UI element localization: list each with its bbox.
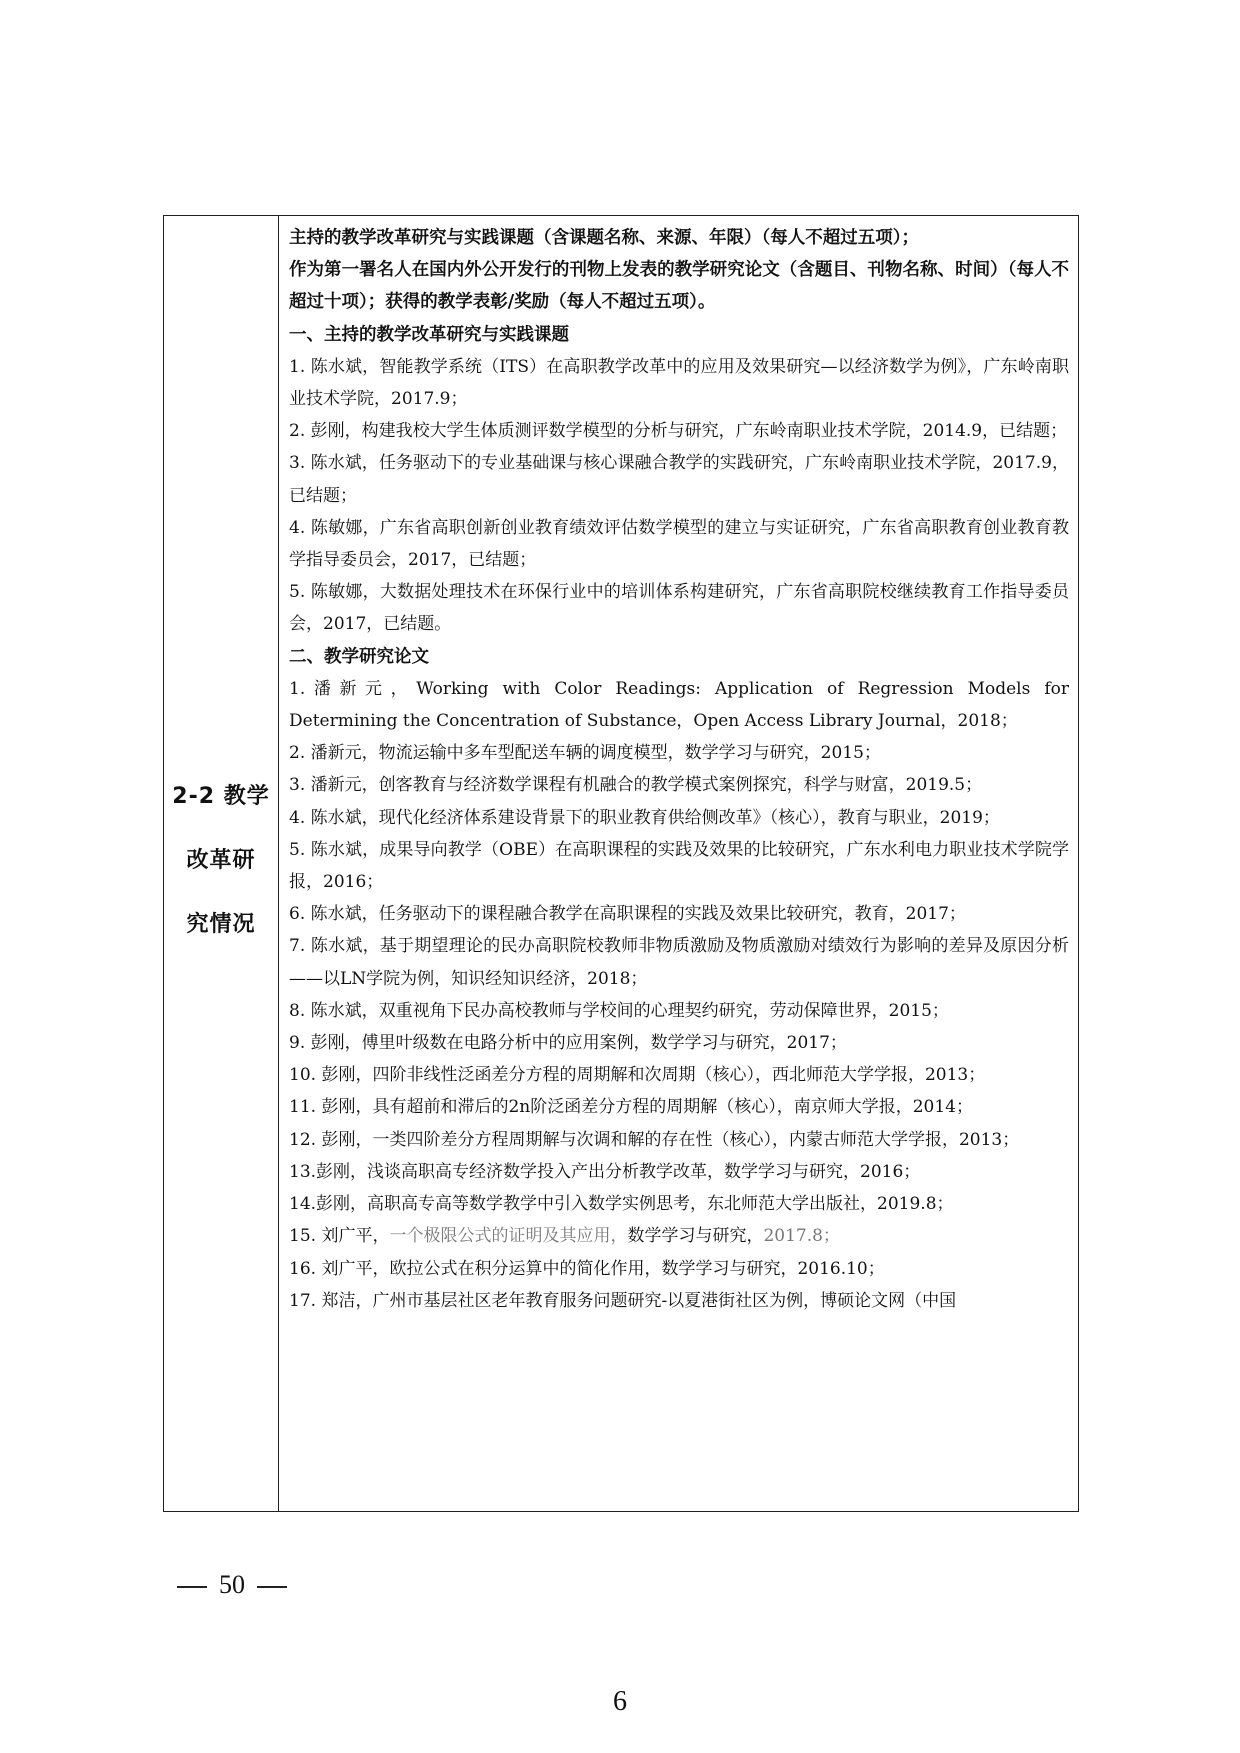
section1-item: 2. 彭刚，构建我校大学生体质测评数学模型的分析与研究，广东岭南职业技术学院，2014.9，已结题； xyxy=(289,421,1068,442)
paper-item-15 xyxy=(289,1220,1069,1252)
side-page-number-value: 50 xyxy=(219,1570,245,1599)
page-number-dash xyxy=(177,1586,207,1588)
paper-item-15-journal: 数学学习与研究， xyxy=(627,1226,764,1247)
side-page-number xyxy=(165,1570,299,1600)
paper-item-15-date: 2017.8； xyxy=(763,1226,840,1247)
paper-item: 6. 陈水斌，任务驱动下的课程融合教学在高职课程的实践及效果比较研究，教育，2017； xyxy=(289,904,966,925)
paper-item: 10. 彭刚，四阶非线性泛函差分方程的周期解和次周期（核心），西北师范大学学报，2013； xyxy=(289,1065,986,1086)
bottom-page-number: 6 xyxy=(613,1686,627,1717)
section1-item: 3. 陈水斌，任务驱动下的专业基础课与核心课融合教学的实践研究，广东岭南职业技术学院，2017.9，已结题； xyxy=(289,453,1069,506)
paper-item-15-prefix: 15. 刘广平， xyxy=(289,1226,390,1247)
section-label-line-1: 2-2 教学 xyxy=(172,783,270,809)
section-label-line-2: 改革研 xyxy=(186,847,256,873)
form-table xyxy=(163,215,1079,1512)
paper-item: 3. 潘新元，创客教育与经济数学课程有机融合的教学模式案例探究，科学与财富，2019.5； xyxy=(289,775,983,796)
paper-item: 7. 陈水斌，基于期望理论的民办高职院校教师非物质激励及物质激励对绩效行为影响的差异及原因分析——以LN学院为例，知识经知识经济，2018； xyxy=(289,936,1069,989)
paper-item: 5. 陈水斌，成果导向教学（OBE）在高职课程的实践及效果的比较研究，广东水利电力职业技术学院学报，2016； xyxy=(289,839,1069,893)
paper-item: 11. 彭刚，具有超前和滞后的2n阶泛函差分方程的周期解（核心），南京师大学报，2014； xyxy=(289,1097,973,1118)
paper-item: 16. 刘广平，欧拉公式在积分运算中的简化作用，数学学习与研究，2016.10； xyxy=(289,1258,885,1279)
paper-item: 12. 彭刚，一类四阶差分方程周期解与次调和解的存在性（核心），内蒙古师范大学学报，2013； xyxy=(289,1129,1020,1150)
paper-item: 2. 潘新元，物流运输中多车型配送车辆的调度模型，数学学习与研究，2015； xyxy=(289,743,881,764)
paper-item: 4. 陈水斌，现代化经济体系建设背景下的职业教育供给侧改革》（核心），教育与职业，2019； xyxy=(289,807,1000,828)
page-number-dash xyxy=(257,1586,287,1588)
section2-heading: 二、教学研究论文 xyxy=(289,646,429,667)
paper-item-15-title: 一个极限公式的证明及其应用， xyxy=(389,1226,628,1247)
instruction-line-1: 主持的教学改革研究与实践课题（含课题名称、来源、年限）（每人不超过五项）； xyxy=(289,228,919,248)
section-label-line-3: 究情况 xyxy=(186,911,256,937)
section-label-cell xyxy=(164,216,279,1511)
paper-item: 1.潘新元，Working with Color Readings: Application of Regression Models for Determining the Concentration of Substance，Open Access Library Journal，2018； xyxy=(289,678,1069,732)
section1-item: 1. 陈水斌，智能教学系统（ITS）在高职教学改革中的应用及效果研究—以经济数学为例》，广东岭南职业技术学院，2017.9； xyxy=(289,356,1069,410)
section1-heading: 一、主持的教学改革研究与实践课题 xyxy=(289,324,569,345)
instruction-line-2: 作为第一署名人在国内外公开发行的刊物上发表的教学研究论文（含题目、刊物名称、时间）（每人不超过十项）；获得的教学表彰/奖励（每人不超过五项）。 xyxy=(289,260,1069,313)
paper-item: 8. 陈水斌，双重视角下民办高校教师与学校间的心理契约研究，劳动保障世界，2015； xyxy=(289,1000,949,1021)
paper-item: 17. 郑洁，广州市基层社区老年教育服务问题研究-以夏港街社区为例，博硕论文网（中国 xyxy=(289,1290,957,1311)
section1-item: 4. 陈敏娜，广东省高职创新创业教育绩效评估数学模型的建立与实证研究，广东省高职教育创业教育教学指导委员会，2017，已结题； xyxy=(289,517,1069,571)
paper-item: 14.彭刚，高职高专高等数学教学中引入数学实例思考，东北师范大学出版社，2019.8； xyxy=(289,1194,954,1215)
content-cell xyxy=(279,216,1078,1511)
section1-item: 5. 陈敏娜，大数据处理技术在环保行业中的培训体系构建研究，广东省高职院校继续教育工作指导委员会，2017，已结题。 xyxy=(289,582,1069,635)
paper-item: 13.彭刚，浅谈高职高专经济数学投入产出分析教学改革，数学学习与研究，2016； xyxy=(289,1161,921,1182)
paper-item: 9. 彭刚，傅里叶级数在电路分析中的应用案例，数学学习与研究，2017； xyxy=(289,1033,847,1054)
